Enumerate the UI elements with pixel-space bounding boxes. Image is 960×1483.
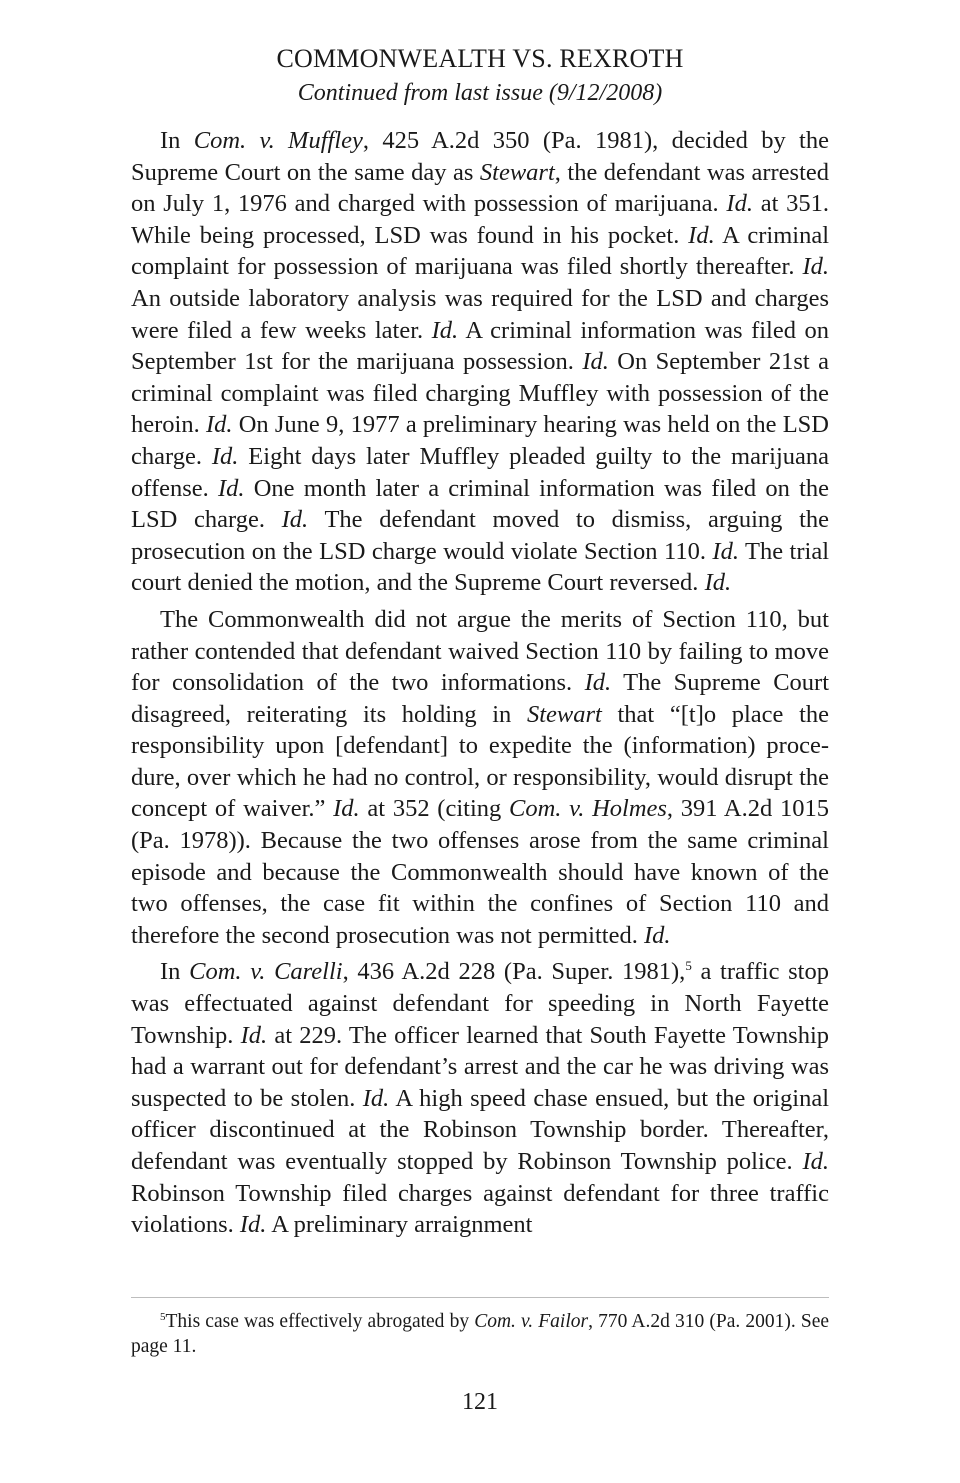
text-run: Eight days later Muffley pleaded guilty to the marijuana offense.	[131, 442, 830, 502]
id-citation: Id.	[240, 1021, 268, 1049]
text-run: On June 9, 1977 a preliminary hearing was held on the LSD charge.	[131, 411, 829, 470]
id-citation: Id.	[802, 1148, 829, 1175]
case-citation: Stewart	[526, 700, 602, 728]
case-citation: Com. v. Failor	[474, 1311, 589, 1332]
text-run: One month later a criminal information was filed on the LSD charge.	[131, 474, 829, 534]
page-number: 121	[462, 1389, 498, 1415]
id-citation: Id.	[211, 442, 239, 470]
text-run: A criminal information was filed on September 1st for the marijuana possession.	[131, 316, 829, 376]
text-run: An outside laboratory analysis was required for the LSD and charges were filed a few weeks later.	[131, 284, 829, 344]
paragraph-waiver	[131, 604, 829, 952]
id-citation: Id.	[239, 1211, 267, 1239]
case-citation: Com. v. Carelli	[189, 958, 343, 986]
id-citation: Id.	[726, 190, 753, 218]
text-run: The Supreme Court disagreed, reiterating its holding in	[131, 669, 830, 728]
footnote-reference[interactable]: 5	[685, 958, 692, 974]
case-citation: Stewart	[479, 158, 555, 186]
text-run: In	[160, 958, 190, 986]
id-citation: Id.	[431, 316, 459, 344]
case-citation: Com. v. Muffley	[193, 127, 363, 154]
article-body	[131, 125, 829, 1246]
id-citation: Id.	[802, 253, 829, 281]
case-citation: Com. v. Holmes	[509, 795, 667, 823]
text-run: , 391 A.2d 1015 (Pa. 1978)). Because the two offenses arose from the same criminal episode and because the Commonwealth should have known of the two offenses, the case fit within the confines of Section 110 and therefore the second prosecution was not permitted.	[131, 795, 829, 949]
paragraph-carelli	[131, 956, 829, 1240]
id-citation: Id.	[217, 474, 245, 502]
footnote-divider	[131, 1297, 829, 1298]
id-citation: Id.	[205, 411, 233, 439]
text-run: that “[t]o place the responsibility upon [defendant] to expedite the (information) procedure, over which he had no control, or responsibility, would disrupt the concept of waiver.”	[131, 700, 829, 823]
id-citation: Id.	[281, 506, 309, 534]
text-run: at 352 (citing	[359, 795, 509, 823]
paragraph-muffley	[131, 125, 829, 599]
text-run: This case was effectively abrogated by	[165, 1311, 475, 1332]
text-run: A high speed chase ensued, but the original officer discontinued at the Robinson Township border. Thereafter, defendant was eventually stopped by Robinson Township police.	[131, 1084, 830, 1175]
text-run: , 425 A.2d 350 (Pa. 1981), decided by the Supreme Court on the same day as	[131, 127, 829, 186]
id-citation: Id.	[584, 669, 612, 697]
id-citation: Id.	[704, 569, 732, 597]
text-run: The trial court denied the motion, and the Supreme Court reversed.	[131, 537, 829, 597]
text-run: The defendant moved to dismiss, arguing the prosecution on the LSD charge would violate Section 110.	[131, 506, 829, 565]
text-run: , 770 A.2d 310 (Pa. 2001). See page 11.	[131, 1311, 829, 1357]
page-title: COMMONWEALTH VS. REXROTH	[276, 44, 684, 73]
id-citation: Id.	[362, 1084, 390, 1112]
text-run: at 229. The officer learned that South Fayette Township had a warrant out for defendant’s arrest and the car he was driving was suspected to be stolen.	[131, 1021, 829, 1112]
page-subtitle: Continued from last issue (9/12/2008)	[297, 80, 663, 106]
text-run: On September 21st a criminal complaint was filed charging Muffley with possession of the heroin.	[131, 348, 829, 439]
footnote-text	[131, 1309, 829, 1359]
text-run: a traffic stop was effectuated against defendant for speeding in North Fayette Township.	[131, 958, 829, 1049]
id-citation: Id.	[333, 795, 360, 823]
text-run: A preliminary arraignment	[266, 1211, 533, 1239]
footnote	[131, 1309, 829, 1359]
id-citation: Id.	[712, 537, 739, 565]
text-run: The Commonwealth did not argue the merits of Section 110, but rather contended that defendant waived Section 110 by failing to move for consolidation of the two informations.	[131, 605, 829, 697]
text-run: In	[160, 127, 194, 154]
text-run: Robinson Township filed charges against defendant for three traffic violations.	[131, 1179, 829, 1239]
id-citation: Id.	[688, 221, 715, 249]
id-citation: Id.	[643, 921, 671, 949]
text-run: , 436 A.2d 228 (Pa. Super. 1981),	[342, 958, 686, 986]
text-run: A criminal complaint for possession of marijuana was filed shortly thereafter.	[131, 221, 829, 281]
footnote-number: 5	[160, 1311, 166, 1323]
id-citation: Id.	[582, 348, 609, 376]
text-run: at 351. While being processed, LSD was found in his pocket.	[131, 190, 829, 249]
text-run: , the defendant was arrested on July 1, 1976 and charged with possession of marijuana.	[131, 158, 830, 218]
